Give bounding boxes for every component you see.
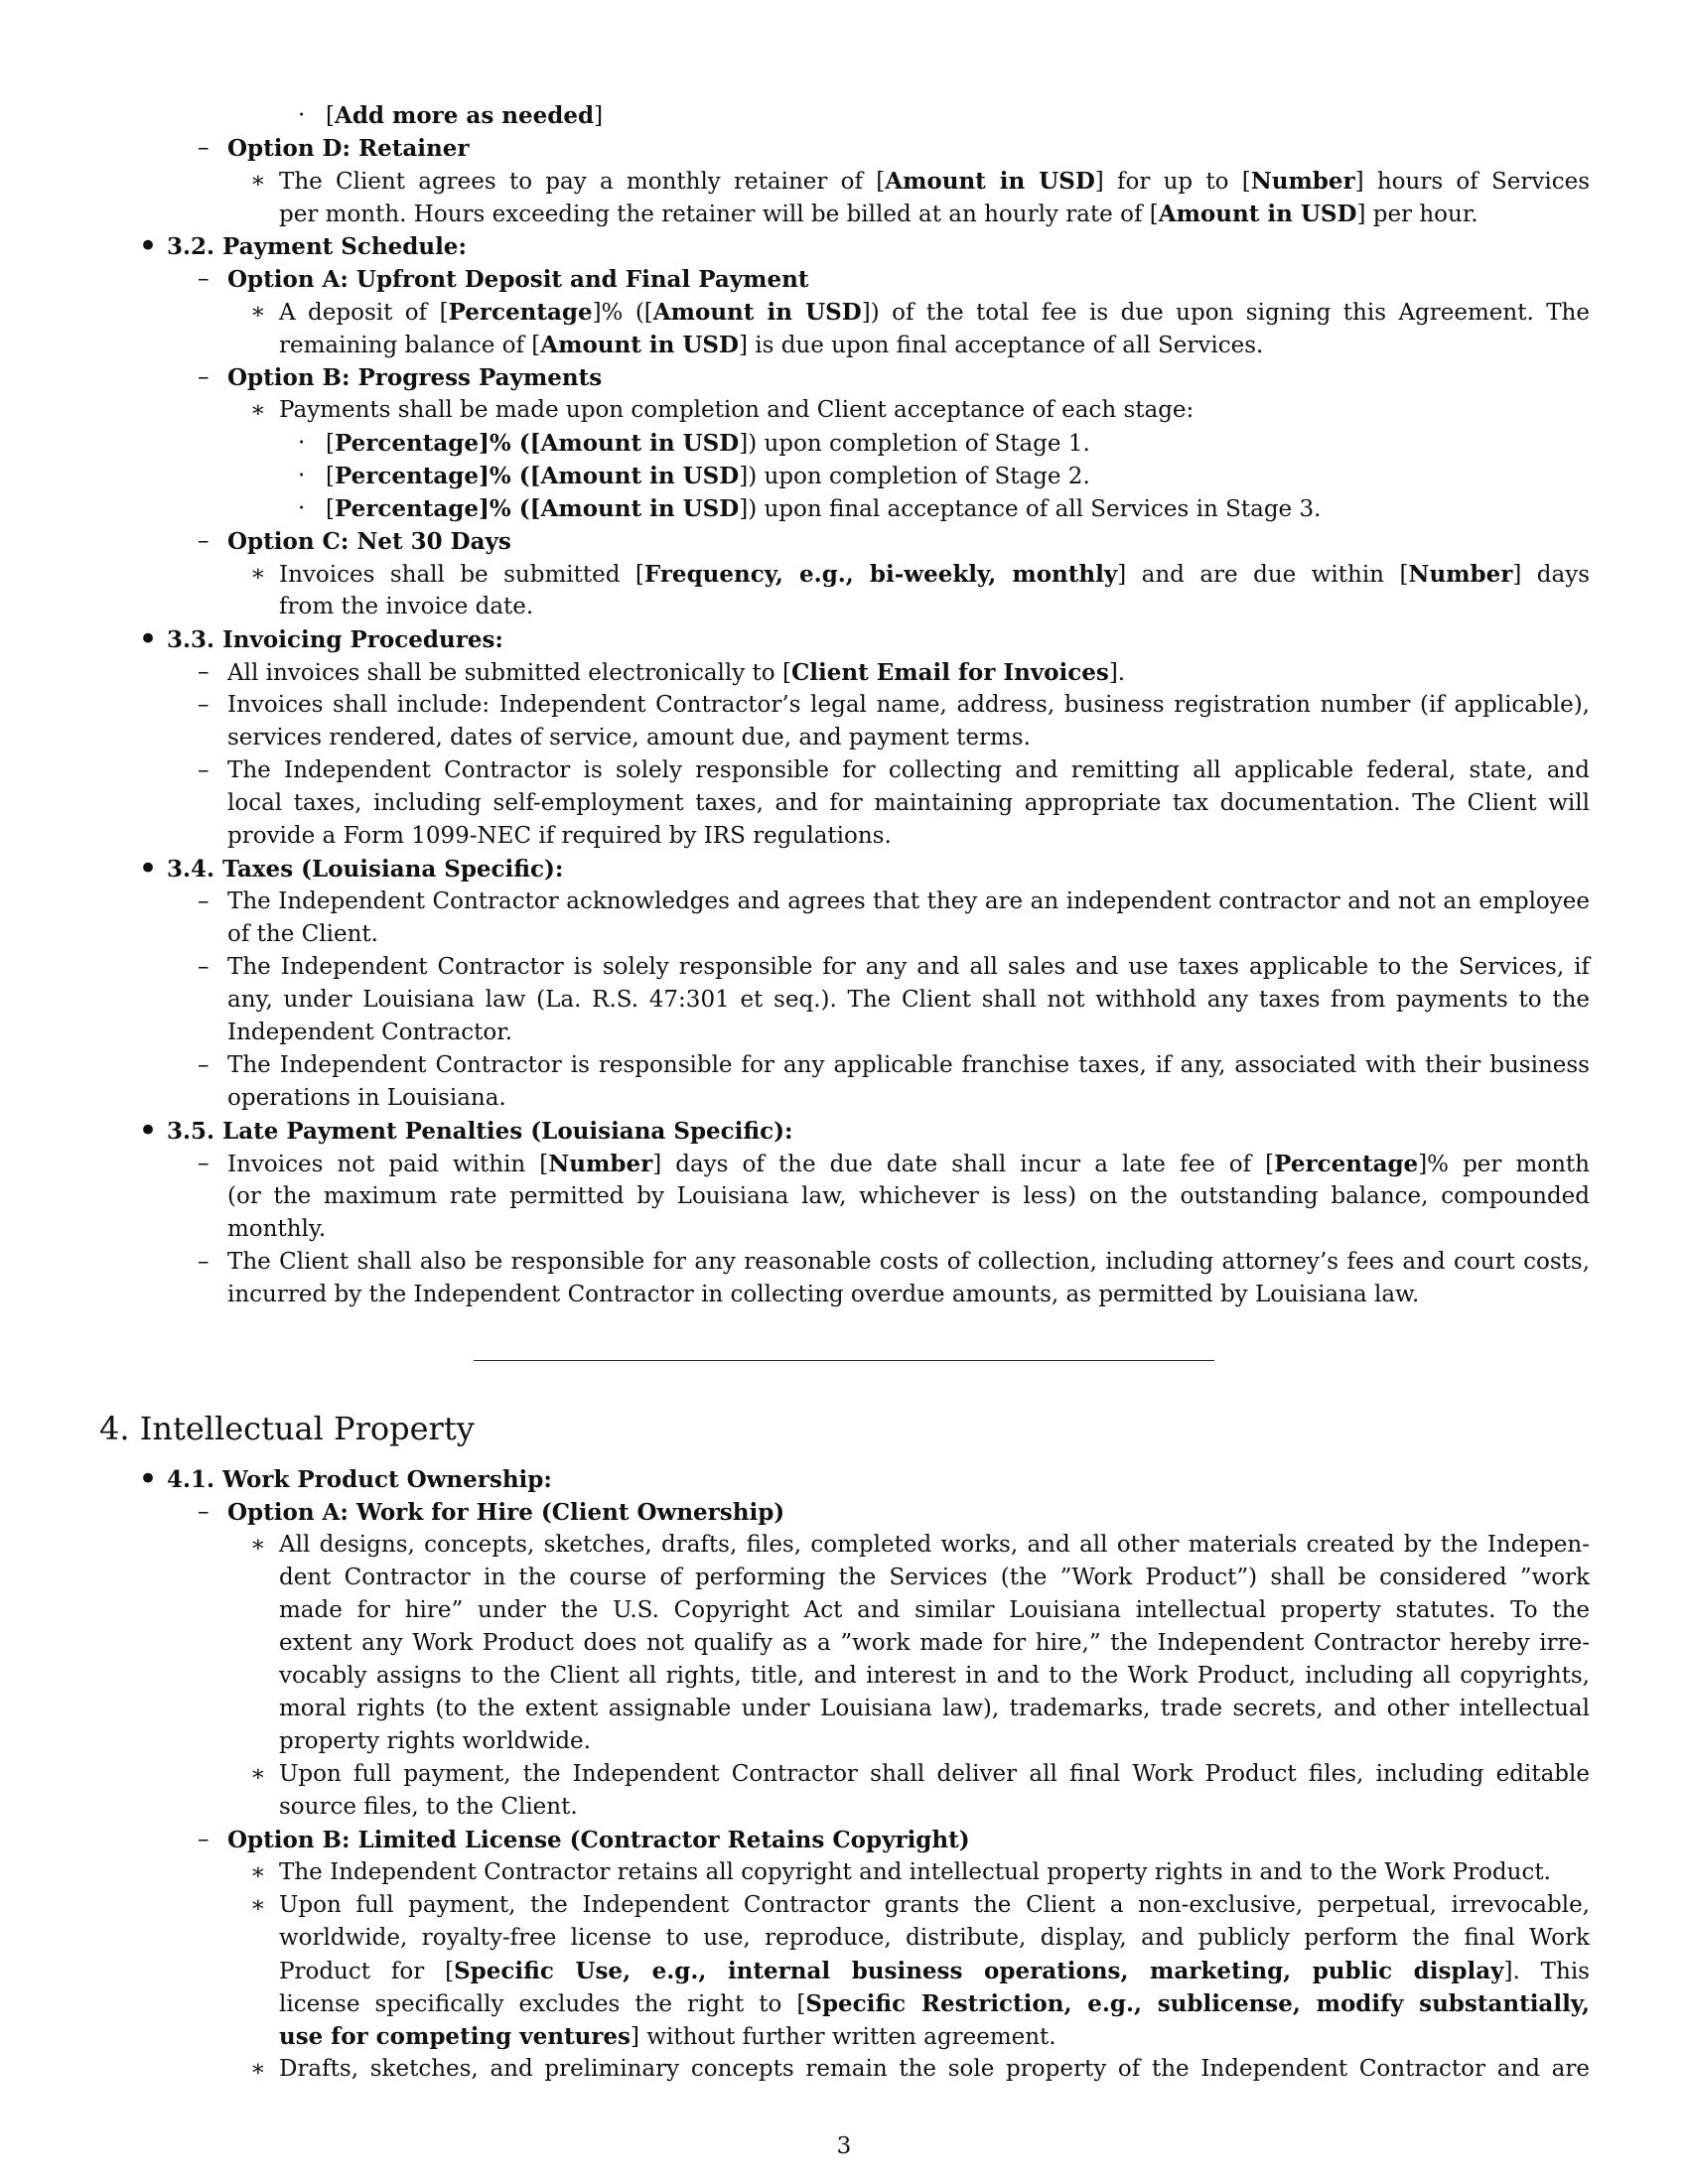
sales-tax-line-1: The Independent Contractor is solely responsible for any and all sales and use taxes applicable to the Services, if <box>227 954 1590 980</box>
section-divider <box>474 1360 1214 1361</box>
franchise-tax-line-2: operations in Louisiana. <box>227 1085 506 1111</box>
dash-marker: – <box>198 659 210 685</box>
option-b-title: Option B: Progress Payments <box>227 364 603 391</box>
dash-marker: – <box>198 1827 210 1852</box>
contractor-status-line-2: of the Client. <box>227 921 378 947</box>
section-3-4-title: 3.4. Taxes (Louisiana Specific): <box>167 856 564 883</box>
work-for-hire-line-7: property rights worldwide. <box>279 1728 591 1754</box>
star-marker: ∗ <box>250 299 266 325</box>
option-c-title: Option C: Net 30 Days <box>227 528 511 555</box>
star-marker: ∗ <box>250 1859 266 1885</box>
stage-3-line: [Percentage]% ([Amount in USD]) upon final acceptance of all Services in Stage 3. <box>326 495 1322 522</box>
license-grant-line-1: Upon full payment, the Independent Contractor grants the Client a non-exclusive, perpetual, irrevocable, <box>279 1892 1590 1918</box>
tax-responsibility-line-2: local taxes, including self-employment taxes, and for maintaining appropriate tax documentation. The Client will <box>227 790 1590 816</box>
middot-marker: · <box>298 463 306 488</box>
deposit-line-2: remaining balance of [Amount in USD] is due upon final acceptance of all Services. <box>279 332 1264 358</box>
middot-marker: · <box>298 430 306 456</box>
drafts-property-line-1: Drafts, sketches, and preliminary concepts remain the sole property of the Independent Contractor and are <box>279 2056 1590 2082</box>
bullet-marker: • <box>138 226 159 266</box>
section-3-2-title: 3.2. Payment Schedule: <box>167 233 467 260</box>
bullet-marker: • <box>138 1111 159 1151</box>
star-marker: ∗ <box>250 397 266 423</box>
net30-line-2: from the invoice date. <box>279 594 534 619</box>
dash-marker: – <box>198 954 210 980</box>
star-marker: ∗ <box>250 2056 266 2082</box>
bullet-marker: • <box>138 849 159 888</box>
deliver-files-line-2: source files, to the Client. <box>279 1794 578 1820</box>
franchise-tax-line-1: The Independent Contractor is responsible for any applicable franchise taxes, if any, associated with their business <box>227 1052 1590 1078</box>
bullet-marker: • <box>138 1459 159 1499</box>
dash-marker: – <box>198 1052 210 1078</box>
dash-marker: – <box>198 692 210 718</box>
dash-marker: – <box>198 888 210 914</box>
bullet-marker: • <box>138 619 159 659</box>
work-for-hire-line-4: extent any Work Product does not qualify as a ”work made for hire,” the Independent Contractor hereby irre- <box>279 1630 1590 1656</box>
dash-marker: – <box>198 1499 210 1525</box>
middot-marker: · <box>298 102 306 128</box>
ip-option-b-title: Option B: Limited License (Contractor Retains Copyright) <box>227 1827 970 1853</box>
star-marker: ∗ <box>250 1532 266 1558</box>
dash-marker: – <box>198 528 210 554</box>
license-grant-line-3: Product for [Specific Use, e.g., internal business operations, marketing, public display]. This <box>279 1958 1590 1984</box>
work-for-hire-line-1: All designs, concepts, sketches, drafts, files, completed works, and all other materials created by the Indepen- <box>279 1532 1590 1558</box>
middot-marker: · <box>298 495 306 521</box>
stage-1-line: [Percentage]% ([Amount in USD]) upon completion of Stage 1. <box>326 430 1090 457</box>
sales-tax-line-3: Independent Contractor. <box>227 1020 513 1045</box>
star-marker: ∗ <box>250 1761 266 1787</box>
retains-copyright-line: The Independent Contractor retains all copyright and intellectual property rights in and to the Work Product. <box>279 1859 1551 1885</box>
work-for-hire-line-5: vocably assigns to the Client all rights, title, and interest in and to the Work Product, including all copyrights, <box>279 1663 1590 1689</box>
star-marker: ∗ <box>250 168 266 194</box>
sales-tax-line-2: any, under Louisiana law (La. R.S. 47:301 et seq.). The Client shall not withhold any taxes from payments to the <box>227 987 1590 1013</box>
dash-marker: – <box>198 757 210 783</box>
dash-marker: – <box>198 1249 210 1275</box>
dash-marker: – <box>198 266 210 292</box>
invoice-contents-line-1: Invoices shall include: Independent Contractor’s legal name, address, business registration number (if applicable), <box>227 692 1590 718</box>
dash-marker: – <box>198 1151 210 1176</box>
star-marker: ∗ <box>250 561 266 587</box>
ip-option-a-title: Option A: Work for Hire (Client Ownership) <box>227 1499 785 1526</box>
net30-line-1: Invoices shall be submitted [Frequency, e.g., bi-weekly, monthly] and are due within [Number] days <box>279 561 1591 588</box>
section-4-1-title: 4.1. Work Product Ownership: <box>167 1466 552 1493</box>
option-d-title: Option D: Retainer <box>227 135 470 162</box>
tax-responsibility-line-1: The Independent Contractor is solely responsible for collecting and remitting all applicable federal, state, and <box>227 757 1590 783</box>
collection-costs-line-2: incurred by the Independent Contractor in collecting overdue amounts, as permitted by Louisiana law. <box>227 1282 1420 1307</box>
add-more-line: [Add more as needed] <box>326 102 604 129</box>
dash-marker: – <box>198 364 210 390</box>
dash-marker: – <box>198 135 210 161</box>
collection-costs-line-1: The Client shall also be responsible for any reasonable costs of collection, including attorney’s fees and court costs, <box>227 1249 1590 1275</box>
work-for-hire-line-6: moral rights (to the extent assignable under Louisiana law), trademarks, trade secrets, and other intellectual <box>279 1696 1590 1721</box>
stage-2-line: [Percentage]% ([Amount in USD]) upon completion of Stage 2. <box>326 463 1090 489</box>
tax-responsibility-line-3: provide a Form 1099-NEC if required by IRS regulations. <box>227 823 892 849</box>
invoice-email-line: All invoices shall be submitted electronically to [Client Email for Invoices]. <box>227 659 1126 686</box>
star-marker: ∗ <box>250 1892 266 1918</box>
contractor-status-line-1: The Independent Contractor acknowledges and agrees that they are an independent contractor and not an employee <box>227 888 1590 914</box>
license-grant-line-4: license specifically excludes the right to [Specific Restriction, e.g., sublicense, modify substantially, <box>279 1990 1590 2017</box>
retainer-line-2: per month. Hours exceeding the retainer will be billed at an hourly rate of [Amount in USD] per hour. <box>279 201 1478 227</box>
late-fee-line-2: (or the maximum rate permitted by Louisiana law, whichever is less) on the outstanding balance, compounded <box>227 1183 1590 1209</box>
license-grant-line-2: worldwide, royalty-free license to use, reproduce, distribute, display, and publicly perform the final Work <box>279 1925 1590 1951</box>
work-for-hire-line-3: made for hire” under the U.S. Copyright Act and similar Louisiana intellectual property statutes. To the <box>279 1597 1590 1623</box>
invoice-contents-line-2: services rendered, dates of service, amount due, and payment terms. <box>227 725 1031 751</box>
retainer-line-1: The Client agrees to pay a monthly retainer of [Amount in USD] for up to [Number] hours of Services <box>279 168 1591 195</box>
late-fee-line-1: Invoices not paid within [Number] days of the due date shall incur a late fee of [Percentage]% per month <box>227 1151 1590 1177</box>
option-a-title: Option A: Upfront Deposit and Final Payment <box>227 266 809 293</box>
work-for-hire-line-2: dent Contractor in the course of performing the Services (the ”Work Product”) shall be considered ”work <box>279 1565 1590 1590</box>
late-fee-line-3: monthly. <box>227 1216 327 1242</box>
section-3-5-title: 3.5. Late Payment Penalties (Louisiana Specific): <box>167 1118 793 1145</box>
page-number: 3 <box>836 2133 852 2159</box>
license-grant-line-5: use for competing ventures] without further written agreement. <box>279 2023 1056 2050</box>
deposit-line-1: A deposit of [Percentage]% ([Amount in USD]) of the total fee is due upon signing this Agreement. The <box>279 299 1590 326</box>
section-3-3-title: 3.3. Invoicing Procedures: <box>167 626 503 653</box>
progress-payments-intro: Payments shall be made upon completion and Client acceptance of each stage: <box>279 397 1195 423</box>
section-4-heading: 4. Intellectual Property <box>99 1410 475 1447</box>
deliver-files-line-1: Upon full payment, the Independent Contractor shall deliver all final Work Product files, including editable <box>279 1761 1590 1787</box>
